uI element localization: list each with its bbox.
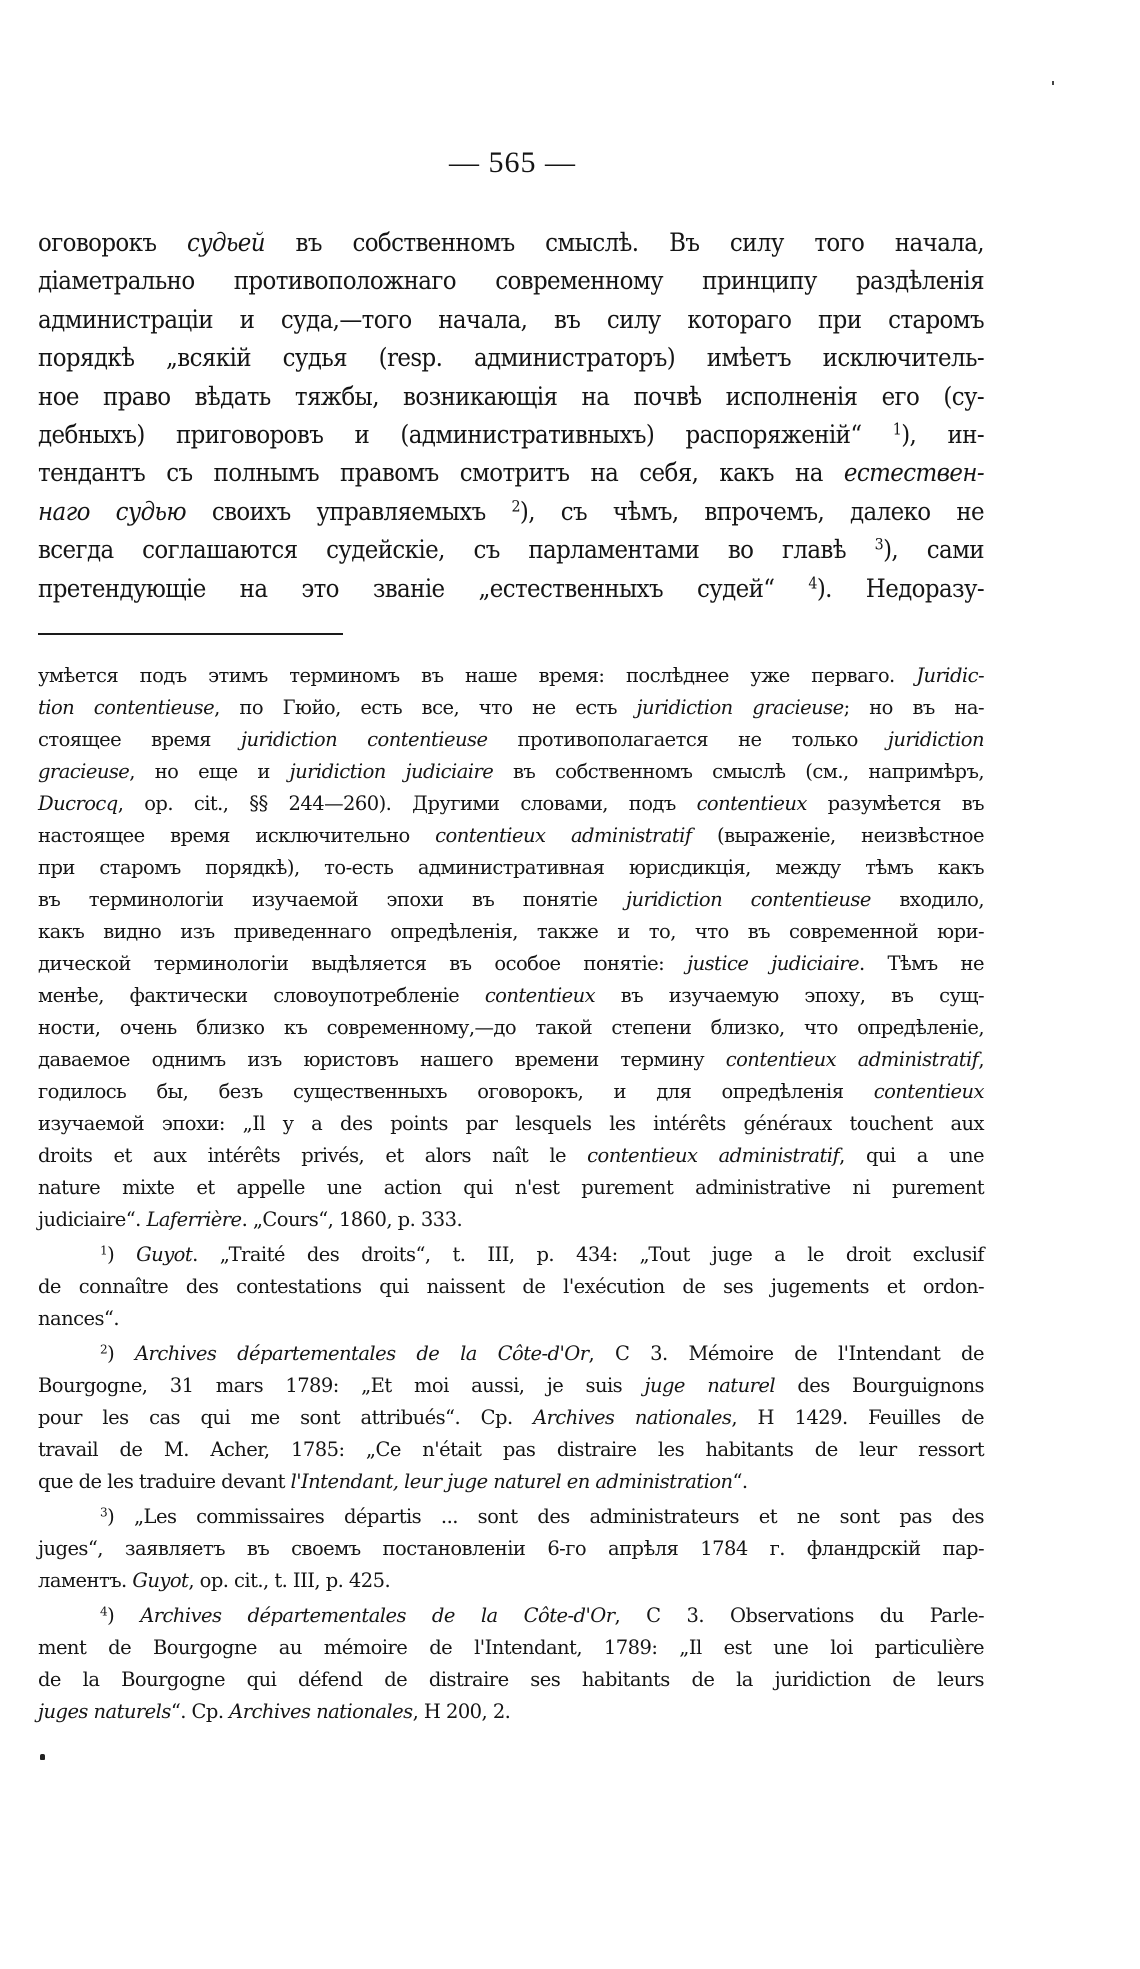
footnote-line bbox=[38, 1140, 984, 1172]
italic-text: Archives nationales bbox=[533, 1406, 732, 1429]
text-segment: въ изучаемую эпоху, въ сущ- bbox=[595, 984, 984, 1007]
text-segment: de la Bourgogne qui défend de distraire ses habitants de la juridiction de leurs bbox=[38, 1668, 984, 1691]
footnote-line bbox=[38, 1501, 984, 1533]
text-segment: , op. cit., §§ 244—260). Другими словами, подъ bbox=[117, 792, 697, 815]
footnote-line bbox=[38, 724, 984, 756]
italic-text: contentieux bbox=[873, 1080, 984, 1103]
body-line bbox=[38, 493, 984, 531]
text-segment: de connaître des contestations qui naissent de l'exécution de ses jugements et ordon- bbox=[38, 1275, 984, 1298]
footnote-marker: 1 bbox=[100, 1243, 108, 1258]
footnote-marker-wrap: $^1$) bbox=[100, 1243, 137, 1266]
italic-text: juridiction contentieuse bbox=[240, 728, 488, 751]
text-segment: ное право вѣдать тяжбы, возникающія на почвѣ исполненія его (су- bbox=[38, 381, 984, 412]
footnote-line bbox=[38, 1172, 984, 1204]
italic-text: gracieuse bbox=[38, 760, 130, 783]
footnote-ref: 3 bbox=[874, 534, 884, 554]
italic-text: juridiction gracieuse bbox=[636, 696, 844, 719]
text-segment: дической терминологіи выдѣляется въ особое понятіе: bbox=[38, 952, 688, 975]
body-line bbox=[38, 224, 984, 262]
text-segment: . „Cours“, 1860, p. 333. bbox=[241, 1208, 463, 1231]
footnote-line bbox=[38, 1271, 984, 1303]
text-segment: ment de Bourgogne au mémoire de l'Intendant, 1789: „Il est une loi particulière bbox=[38, 1636, 984, 1659]
text-segment: , C 3. Observations du Parle- bbox=[614, 1604, 984, 1627]
footnote-line bbox=[38, 1076, 984, 1108]
text-segment: дебныхъ) приговоровъ и (административныхъ) распоряженій“ bbox=[38, 419, 893, 450]
text-segment: претендующіе на это званіе „естественныхъ судей“ bbox=[38, 573, 809, 604]
text-segment: juges“, заявляетъ въ своемъ постановленіи 6-го апрѣля 1784 г. фландрскій пар- bbox=[38, 1537, 984, 1560]
text-segment: nature mixte et appelle une action qui n'est purement administrative ni purement bbox=[38, 1176, 984, 1199]
text-segment: „Les commissaires départis ... sont des administrateurs et ne sont pas des bbox=[134, 1505, 984, 1528]
text-segment: des Bourguignons bbox=[775, 1374, 985, 1397]
footnote-marker-wrap: $^3$) bbox=[100, 1505, 134, 1528]
footnote-separator-rule bbox=[38, 633, 343, 635]
footnote-marker-wrap: $^4$) bbox=[100, 1604, 141, 1627]
text-segment: менѣе, фактически словоупотребленіе bbox=[38, 984, 485, 1007]
text-segment: въ терминологіи изучаемой эпохи въ понятіе bbox=[38, 888, 626, 911]
text-segment: judiciaire“. bbox=[38, 1208, 147, 1231]
text-segment: ламентъ. bbox=[38, 1569, 133, 1592]
text-segment: порядкѣ „всякій судья (resp. администраторъ) имѣетъ исключитель- bbox=[38, 343, 984, 374]
footnote-line bbox=[38, 692, 984, 724]
scan-speck bbox=[40, 1754, 45, 1760]
footnote-line bbox=[38, 1696, 984, 1728]
footnote-marker: 3 bbox=[100, 1505, 108, 1520]
text-segment: , op. cit., t. III, p. 425. bbox=[188, 1569, 391, 1592]
italic-text: tion contentieuse bbox=[38, 696, 215, 719]
footnote-line bbox=[38, 1303, 984, 1335]
text-segment: “. bbox=[732, 1470, 748, 1493]
italic-text: Archives nationales bbox=[229, 1700, 413, 1723]
body-line bbox=[38, 416, 984, 454]
text-segment: , C 3. Mémoire de l'Intendant de bbox=[588, 1342, 984, 1365]
footnote-line bbox=[38, 1044, 984, 1076]
italic-text: l'Intendant, leur juge naturel en administration bbox=[290, 1470, 733, 1493]
footnote-line bbox=[38, 1012, 984, 1044]
italic-text: juridiction contentieuse bbox=[625, 888, 871, 911]
footnote-ref: 4 bbox=[808, 572, 817, 592]
text-segment: . Тѣмъ не bbox=[858, 952, 984, 975]
italic-text: Ducrocq bbox=[38, 792, 118, 815]
italic-text: juridiction bbox=[887, 728, 984, 751]
footnote-line bbox=[38, 884, 984, 916]
footnote-line bbox=[38, 1434, 984, 1466]
body-line bbox=[38, 570, 984, 608]
text-segment: , qui a une bbox=[839, 1144, 984, 1167]
text-segment: входило, bbox=[870, 888, 984, 911]
text-segment: , H 200, 2. bbox=[412, 1700, 511, 1723]
text-segment: ), сами bbox=[883, 535, 985, 566]
footnote-line bbox=[38, 1402, 984, 1434]
body-line bbox=[38, 301, 984, 339]
text-segment: , bbox=[978, 1048, 984, 1071]
italic-text: наго судью bbox=[38, 496, 187, 527]
footnote-line bbox=[38, 916, 984, 948]
text-segment: (выраженіе, неизвѣстное bbox=[691, 824, 984, 847]
text-segment: своихъ управляемыхъ bbox=[186, 496, 512, 527]
text-segment: ; но въ на- bbox=[843, 696, 984, 719]
text-segment: , но еще и bbox=[129, 760, 290, 783]
italic-text: Guyot bbox=[132, 1569, 189, 1592]
footnote-marker: 4 bbox=[100, 1604, 108, 1619]
text-segment: Bourgogne, 31 mars 1789: „Et moi aussi, je suis bbox=[38, 1374, 645, 1397]
text-segment: какъ видно изъ приведеннаго опредѣленія, также и то, что въ современной юри- bbox=[38, 920, 984, 943]
text-segment: противополагается не только bbox=[487, 728, 888, 751]
text-segment: nances“. bbox=[38, 1307, 119, 1330]
text-segment: que de les traduire devant bbox=[38, 1470, 291, 1493]
text-segment: “. Cp. bbox=[170, 1700, 230, 1723]
footnotes bbox=[38, 660, 984, 1728]
footnote-line bbox=[38, 788, 984, 820]
footnote-line bbox=[38, 1600, 984, 1632]
italic-text: juge naturel bbox=[644, 1374, 776, 1397]
text-segment: при старомъ порядкѣ), то-есть административная юрисдикція, между тѣмъ какъ bbox=[38, 856, 984, 879]
italic-text: contentieux bbox=[696, 792, 807, 815]
italic-text: contentieux bbox=[484, 984, 596, 1007]
text-segment: разумѣется въ bbox=[806, 792, 984, 815]
body-line bbox=[38, 531, 984, 569]
footnote-line bbox=[38, 1370, 984, 1402]
text-segment: настоящее время исключительно bbox=[38, 824, 436, 847]
text-segment: умѣется подъ этимъ терминомъ въ наше время: послѣднее уже перваго. bbox=[38, 664, 917, 687]
footnote-line bbox=[38, 1239, 984, 1271]
footnote-line bbox=[38, 1338, 984, 1370]
text-segment: стоящее время bbox=[38, 728, 241, 751]
text-segment: droits et aux intérêts privés, et alors naît le bbox=[38, 1144, 588, 1167]
footnote-line bbox=[38, 1466, 984, 1498]
text-segment: администраціи и суда,—того начала, въ силу котораго при старомъ bbox=[38, 304, 984, 335]
scan-speck bbox=[1052, 81, 1054, 85]
footnote-line bbox=[38, 1632, 984, 1664]
footnote-line bbox=[38, 1533, 984, 1565]
footnote-line bbox=[38, 1204, 984, 1236]
italic-text: contentieux administratif bbox=[435, 824, 692, 847]
footnote-line bbox=[38, 756, 984, 788]
footnote-ref: 1 bbox=[892, 419, 902, 439]
text-segment: годилось бы, безъ существенныхъ оговорокъ, и для опредѣленія bbox=[38, 1080, 874, 1103]
italic-text: естествен- bbox=[843, 458, 984, 489]
text-segment: изучаемой эпохи: „Il y a des points par lesquels les intérêts généraux touchent aux bbox=[38, 1112, 984, 1135]
body-line bbox=[38, 262, 984, 300]
italic-text: Guyot bbox=[136, 1243, 193, 1266]
text-segment: тендантъ съ полнымъ правомъ смотритъ на себя, какъ на bbox=[38, 458, 844, 489]
text-segment: ), съ чѣмъ, впрочемъ, далеко не bbox=[519, 496, 985, 527]
text-segment: діаметрально противоположнаго современному принципу раздѣленія bbox=[38, 266, 984, 297]
text-segment: pour les cas qui me sont attribués“. Cp. bbox=[38, 1406, 534, 1429]
text-segment: ). Недоразу- bbox=[816, 573, 985, 604]
text-segment: . „Traité des droits“, t. III, p. 434: „Tout juge a le droit exclusif bbox=[192, 1243, 984, 1266]
text-segment: въ собственномъ смыслѣ (см., напримѣръ, bbox=[493, 760, 984, 783]
text-segment: даваемое однимъ изъ юристовъ нашего времени термину bbox=[38, 1048, 726, 1071]
italic-text: судьей bbox=[186, 228, 265, 258]
footnote-line bbox=[38, 980, 984, 1012]
body-line bbox=[38, 378, 984, 416]
text-segment: , H 1429. Feuilles de bbox=[731, 1406, 984, 1429]
text-segment: , по Гюйо, есть все, что не есть bbox=[214, 696, 637, 719]
footnote-line bbox=[38, 852, 984, 884]
italic-text: Archives départementales de la Côte-d'Or bbox=[135, 1342, 589, 1365]
italic-text: juridiction judiciaire bbox=[289, 760, 494, 783]
body-line bbox=[38, 454, 984, 492]
text-segment: travail de M. Acher, 1785: „Ce n'était pas distraire les habitants de leur ressort bbox=[38, 1438, 984, 1461]
text-segment: оговорокъ bbox=[38, 228, 187, 258]
body-line bbox=[38, 339, 984, 377]
footnote-line bbox=[38, 660, 984, 692]
footnote-line bbox=[38, 1108, 984, 1140]
footnote-line bbox=[38, 948, 984, 980]
footnote-line bbox=[38, 820, 984, 852]
footnote-marker-wrap: $^2$) bbox=[100, 1342, 136, 1365]
italic-text: contentieux administratif bbox=[725, 1048, 979, 1071]
italic-text: Juridic- bbox=[916, 664, 984, 687]
text-segment: въ собственномъ смыслѣ. Въ силу того начала, bbox=[264, 228, 984, 258]
text-segment: ности, очень близко къ современному,—до такой степени близко, что опредѣленіе, bbox=[38, 1016, 984, 1039]
italic-text: Archives départementales de la Côte-d'Or bbox=[140, 1604, 615, 1627]
italic-text: contentieux administratif bbox=[587, 1144, 840, 1167]
italic-text: justice judiciaire bbox=[687, 952, 859, 975]
footnote-marker: 2 bbox=[100, 1342, 108, 1357]
italic-text: Laferrière bbox=[146, 1208, 242, 1231]
text-segment: ), ин- bbox=[901, 419, 985, 450]
text-segment: всегда соглашаются судейскіе, съ парламентами во главѣ bbox=[38, 535, 875, 566]
footnote-line bbox=[38, 1565, 984, 1597]
footnote-ref: 2 bbox=[511, 496, 520, 516]
footnote-line bbox=[38, 1664, 984, 1696]
page-number: — 565 — bbox=[449, 146, 576, 179]
main-text bbox=[38, 224, 984, 608]
italic-text: juges naturels bbox=[38, 1700, 171, 1723]
